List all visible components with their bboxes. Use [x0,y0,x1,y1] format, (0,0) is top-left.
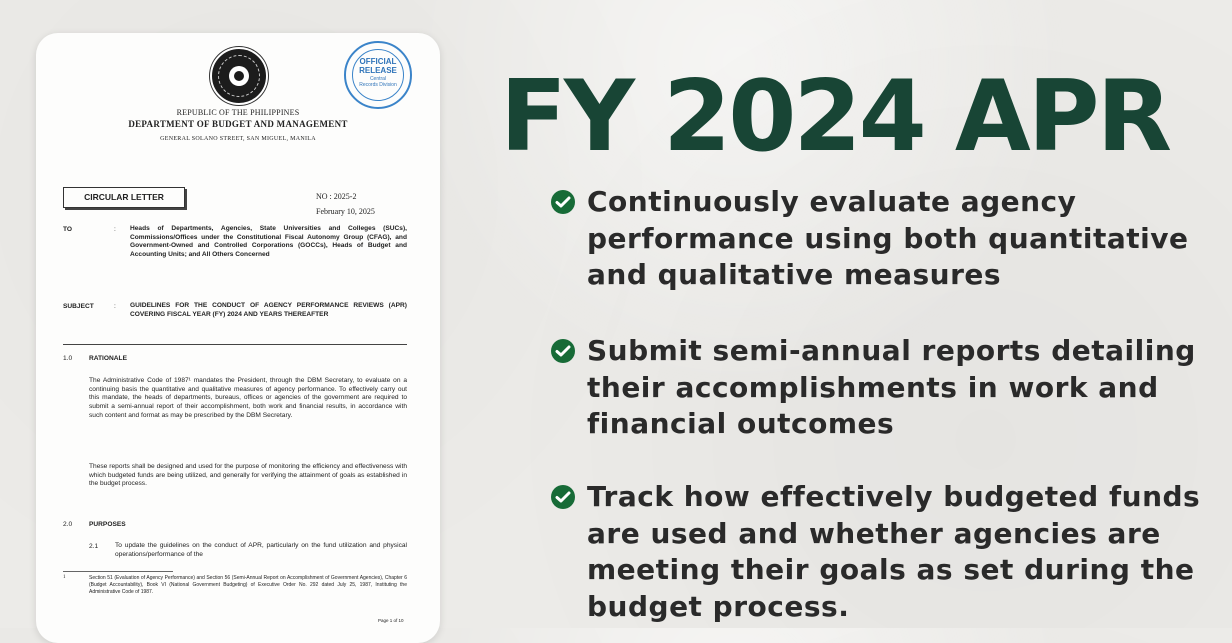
check-circle-icon [551,190,575,214]
section-title: RATIONALE [89,355,127,362]
section-title: PURPOSES [89,521,126,528]
section-number: 1.0 [63,355,73,362]
to-recipients: Heads of Departments, Agencies, State Universities and Colleges (SUCs), Commissions/Offices under the Constitutional Fiscal Autonomy Group (CFAG), and Government-Owned and Controlled Corporations (GOCCs), Heads of Budget and Accounting Units; and All Others Concerned [130,225,407,259]
rationale-paragraph: The Administrative Code of 1987¹ mandates the President, through the DBM Secretary, to evaluate on a continuing basis the quantitative and qualitative measures of agency performance. To effectively carry out this mandate, the heads of departments, bureaus, offices or agencies of the government are required to submit a semi-annual report of their accomplishment, both work and financial results, in accordance with such content and format as may be prescribed by the DBM Secretary. [89,377,407,419]
check-circle-icon [551,339,575,363]
purpose-paragraph: To update the guidelines on the conduct of APR, particularly on the fund utilization and physical operations/performance of the [115,542,407,558]
headline-title: FY 2024 APR [500,60,1170,174]
footnote-mark: 1 [63,575,66,580]
circular-letter-document [36,33,440,643]
department-address: GENERAL SOLANO STREET, SAN MIGUEL, MANILA [160,136,316,142]
circular-number: NO : 2025-2 [316,192,357,201]
subject-label: SUBJECT [63,303,94,310]
subject-text: GUIDELINES FOR THE CONDUCT OF AGENCY PERFORMANCE REVIEWS (APR) COVERING FISCAL YEAR (FY) 2024 AND YEARS THEREAFTER [130,302,407,318]
bullet-text: Submit semi-annual reports detailing their accomplishments in work and financial outcomes [587,334,1196,440]
department-header: DEPARTMENT OF BUDGET AND MANAGEMENT [128,119,348,129]
subsection-number: 2.1 [89,543,99,550]
bullet-text: Continuously evaluate agency performance using both quantitative and qualitative measures [587,185,1189,291]
footnote-divider [63,571,173,572]
footnote: Section 51 (Evaluation of Agency Performance) and Section 56 (Semi-Annual Report on Accomplishment of Government Agencies), Chapter 6 (Budget Accountability), Book VI (National Government Budgeting) of Executive Order No. 292 dated July 25, 1987, Instituting the Administrative Code of 1987. [89,575,407,595]
page-number: Page 1 of 10 [378,618,404,623]
rationale-paragraph: These reports shall be designed and used for the purpose of monitoring the efficiency and effectiveness with which budgeted funds are being utilized, and generally for verifying the attainment of goals as established in the budget process. [89,463,407,488]
republic-header: REPUBLIC OF THE PHILIPPINES [176,108,300,117]
to-label: TO [63,226,73,233]
dbm-seal-logo [210,47,268,105]
check-circle-icon [551,485,575,509]
section-number: 2.0 [63,521,73,528]
to-colon: : [114,226,116,233]
bullet-text: Track how effectively budgeted funds are used and whether agencies are meeting their goals as set during the budget process. [587,480,1201,623]
subject-colon: : [114,303,116,310]
document-type-label: CIRCULAR LETTER [63,187,185,208]
official-release-stamp: OFFICIAL RELEASE Central Records Division [344,41,412,109]
divider [63,344,407,345]
circular-date: February 10, 2025 [316,207,375,216]
